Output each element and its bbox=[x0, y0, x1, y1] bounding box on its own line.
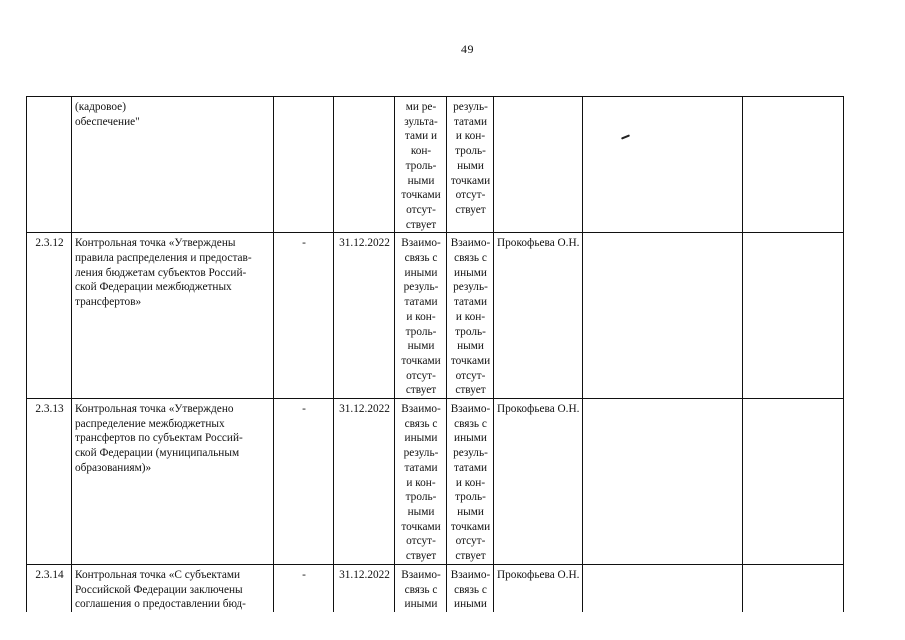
page-number: 49 bbox=[461, 42, 474, 56]
relation-line: татами bbox=[453, 461, 488, 474]
item-name-line: ской Федерации (муниципальным bbox=[75, 447, 240, 460]
relation-line: Взаимо- bbox=[450, 237, 491, 250]
relation-line: резуль- bbox=[453, 281, 488, 294]
relation-line: точками bbox=[450, 520, 491, 533]
relation-line: Взаимо- bbox=[401, 403, 441, 416]
item-name-line: ления бюджетам субъектов Россий- bbox=[75, 266, 247, 279]
relation-line: резуль- bbox=[453, 101, 488, 113]
relation-line: кон- bbox=[410, 145, 432, 158]
relation-line: Взаимо- bbox=[450, 403, 491, 416]
empty-cell bbox=[583, 233, 743, 399]
end-date-cell bbox=[334, 97, 395, 233]
relation-line: иными bbox=[404, 432, 438, 445]
start-date-cell: - bbox=[274, 233, 334, 399]
responsible-person bbox=[494, 97, 583, 233]
relation-line: троль- bbox=[405, 159, 437, 172]
relation-predecessor-cell bbox=[395, 233, 447, 399]
relation-line: связь с bbox=[404, 417, 438, 430]
relation-line: татами bbox=[404, 296, 438, 309]
empty-cell bbox=[583, 564, 743, 612]
empty-cell bbox=[743, 233, 844, 399]
relation-line: точками bbox=[450, 174, 491, 187]
start-date-cell: - bbox=[274, 564, 334, 612]
start-date-cell: - bbox=[274, 399, 334, 565]
relation-predecessor-cell bbox=[395, 399, 447, 565]
relation-line: иными bbox=[454, 598, 487, 611]
end-date-cell: 31.12.2022 bbox=[334, 564, 395, 612]
relation-line: точками bbox=[450, 354, 491, 367]
table-body bbox=[27, 97, 844, 612]
relation-line: связь с bbox=[454, 583, 487, 596]
item-name-line: Контрольная точка «Утверждено bbox=[75, 403, 234, 416]
relation-line: отсут- bbox=[406, 203, 436, 216]
relation-line: и кон- bbox=[455, 310, 486, 323]
item-name-line: Контрольная точка «Утверждены bbox=[75, 237, 236, 250]
relation-line: Взаимо- bbox=[401, 568, 441, 581]
item-name bbox=[72, 564, 274, 612]
relation-line: Взаимо- bbox=[401, 237, 441, 250]
item-number: 2.3.14 bbox=[27, 564, 72, 612]
relation-line: ми ре- bbox=[405, 101, 437, 113]
item-name-line: соглашения о предоставлении бюд- bbox=[75, 598, 246, 611]
start-date-cell bbox=[274, 97, 334, 233]
responsible-person: Прокофьева О.Н. bbox=[494, 233, 583, 399]
item-name-line: распределение межбюджетных bbox=[75, 417, 225, 430]
table-row bbox=[27, 233, 844, 399]
relation-line: ными bbox=[407, 340, 435, 353]
responsible-person: Прокофьева О.Н. bbox=[494, 564, 583, 612]
table-row bbox=[27, 564, 844, 612]
item-name-line: ской Федерации межбюджетных bbox=[75, 281, 232, 294]
relation-line: ствует bbox=[455, 203, 486, 216]
empty-cell bbox=[743, 564, 844, 612]
relation-line: точками bbox=[401, 354, 441, 367]
relation-line: троль- bbox=[455, 491, 486, 504]
relation-line: отсут- bbox=[455, 189, 486, 202]
empty-cell bbox=[583, 97, 743, 233]
relation-line: троль- bbox=[455, 145, 486, 158]
relation-line: тами и bbox=[404, 130, 438, 143]
relation-line: связь с bbox=[404, 252, 438, 265]
relation-line: точками bbox=[401, 189, 441, 202]
end-date-cell: 31.12.2022 bbox=[334, 399, 395, 565]
relation-line: троль- bbox=[405, 491, 437, 504]
relation-line: иными bbox=[454, 432, 487, 445]
relation-line: троль- bbox=[455, 325, 486, 338]
relation-line: отсут- bbox=[406, 535, 436, 548]
relation-successor-cell bbox=[447, 233, 494, 399]
item-name-line: Контрольная точка «С субъектами bbox=[75, 568, 241, 581]
relation-line: ными bbox=[407, 505, 435, 518]
relation-line: связь с bbox=[454, 252, 487, 265]
item-name bbox=[72, 233, 274, 399]
relation-successor-cell bbox=[447, 97, 494, 233]
responsible-person: Прокофьева О.Н. bbox=[494, 399, 583, 565]
end-date-cell: 31.12.2022 bbox=[334, 233, 395, 399]
item-name-line: образованиям)» bbox=[75, 461, 152, 474]
relation-line: отсут- bbox=[455, 369, 486, 382]
relation-line: отсут- bbox=[406, 369, 436, 382]
relation-line: резуль- bbox=[403, 281, 439, 294]
relation-line: иными bbox=[404, 598, 438, 611]
relation-predecessor-cell bbox=[395, 97, 447, 233]
relation-line: ными bbox=[407, 174, 435, 187]
relation-line: ными bbox=[457, 340, 484, 353]
relation-line: ствует bbox=[455, 550, 486, 563]
relation-line: резуль- bbox=[453, 447, 488, 460]
relation-line: ными bbox=[457, 505, 484, 518]
relation-line: и кон- bbox=[455, 476, 486, 489]
relation-line: связь с bbox=[454, 417, 487, 430]
relation-line: троль- bbox=[405, 325, 437, 338]
empty-cell bbox=[583, 399, 743, 565]
relation-line: ствует bbox=[405, 384, 437, 397]
relation-line: резуль- bbox=[403, 447, 439, 460]
empty-cell bbox=[743, 97, 844, 233]
relation-line: зульта- bbox=[404, 115, 438, 128]
relation-line: и кон- bbox=[455, 130, 486, 143]
table-row bbox=[27, 399, 844, 565]
relation-line: ствует bbox=[405, 550, 437, 563]
relation-line: иными bbox=[404, 266, 438, 279]
item-name-line: трансфертов по субъектам Россий- bbox=[75, 432, 243, 445]
item-name-line: правила распределения и предостав- bbox=[75, 252, 252, 265]
item-number: 2.3.12 bbox=[27, 233, 72, 399]
item-number: 2.3.13 bbox=[27, 399, 72, 565]
item-name-line: трансфертов» bbox=[75, 296, 142, 309]
relation-predecessor-cell bbox=[395, 564, 447, 612]
relation-line: татами bbox=[453, 296, 488, 309]
control-points-table bbox=[26, 96, 844, 612]
item-name-line: Российской Федерации заключены bbox=[75, 583, 243, 596]
item-name-line: обеспечение" bbox=[75, 115, 140, 128]
relation-line: и кон- bbox=[406, 476, 436, 489]
item-number bbox=[27, 97, 72, 233]
relation-line: татами bbox=[453, 115, 488, 128]
relation-successor-cell bbox=[447, 399, 494, 565]
relation-line: связь с bbox=[404, 583, 438, 596]
relation-successor-cell bbox=[447, 564, 494, 612]
relation-line: ствует bbox=[405, 218, 437, 231]
table-row bbox=[27, 97, 844, 233]
item-name-line: (кадровое) bbox=[75, 101, 126, 113]
relation-line: ными bbox=[457, 159, 484, 172]
relation-line: татами bbox=[404, 461, 438, 474]
relation-line: иными bbox=[454, 266, 487, 279]
relation-line: и кон- bbox=[406, 310, 436, 323]
item-name bbox=[72, 399, 274, 565]
relation-line: ствует bbox=[455, 384, 486, 397]
relation-line: точками bbox=[401, 520, 441, 533]
item-name bbox=[72, 97, 274, 233]
relation-line: Взаимо- bbox=[450, 568, 491, 581]
empty-cell bbox=[743, 399, 844, 565]
relation-line: отсут- bbox=[455, 535, 486, 548]
